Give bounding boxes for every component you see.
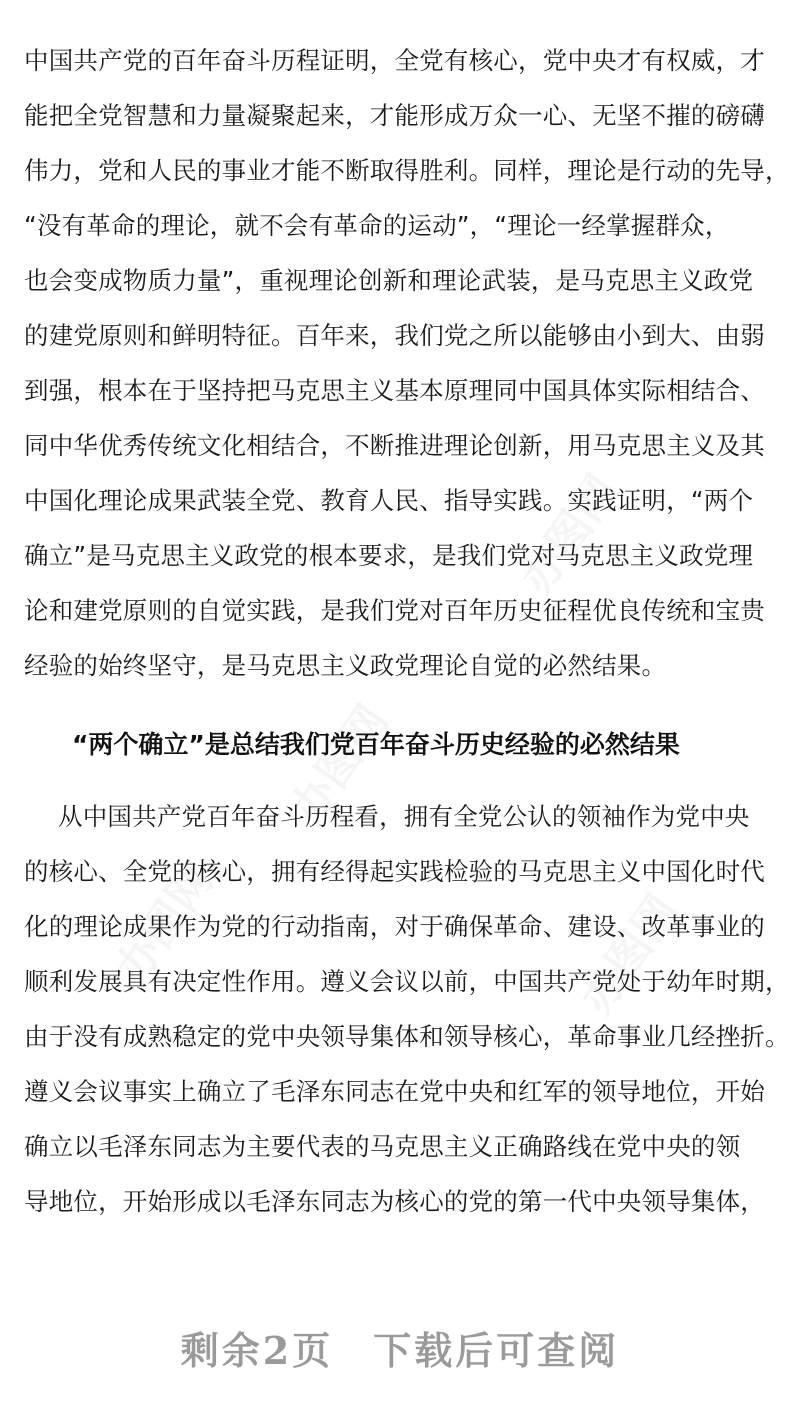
text-line: 化的理论成果作为党的行动指南，对于确保革命、建设、改革事业的 — [24, 912, 765, 941]
text-line: 中国共产党的百年奋斗历程证明，全党有核心，党中央才有权威，才 — [24, 46, 765, 75]
text-line: 遵义会议事实上确立了毛泽东同志在党中央和红军的领导地位，开始 — [24, 1077, 765, 1106]
text-line: 确立”是马克思主义政党的根本要求，是我们党对马克思主义政党理 — [24, 541, 754, 570]
text-line: “没有革命的理论，就不会有革命的运动”，“理论一经掌握群众， — [24, 211, 730, 240]
text-line: 的建党原则和鲜明特征。百年来，我们党之所以能够由小到大、由弱 — [24, 321, 765, 350]
watermark: 办图网 — [570, 885, 689, 1024]
text-line: 中国化理论成果武装全党、教育人民、指导实践。实践证明，“两个 — [24, 486, 754, 515]
text-line: 经验的始终坚守，是马克思主义政党理论自觉的必然结果。 — [24, 651, 667, 680]
text-line: 由于没有成熟稳定的党中央领导集体和领导核心，革命事业几经挫折。 — [24, 1022, 790, 1051]
text-line: 也会变成物质力量”，重视理论创新和理论武装，是马克思主义政党 — [24, 266, 754, 295]
text-line: 到强，根本在于坚持把马克思主义基本原理同中国具体实际相结合、 — [24, 376, 765, 405]
watermark: 办图网 — [510, 465, 629, 604]
text-line: 的核心、全党的核心，拥有经得起实践检验的马克思主义中国化时代 — [24, 857, 765, 886]
text-line: 导地位，开始形成以毛泽东同志为核心的党的第一代中央领导集体， — [24, 1187, 765, 1216]
watermark: 办图网 — [280, 695, 399, 834]
watermark: 办图网 — [105, 855, 224, 994]
text-line: 同中华优秀传统文化相结合，不断推进理论创新，用马克思主义及其 — [24, 431, 765, 460]
download-notice[interactable] — [0, 1320, 800, 1375]
section-heading: “两个确立”是总结我们党百年奋斗历史经验的必然结果 — [72, 730, 680, 759]
text-line: 确立以毛泽东同志为主要代表的马克思主义正确路线在党中央的领 — [24, 1132, 741, 1161]
text-line: 伟力，党和人民的事业才能不断取得胜利。同样，理论是行动的先导， — [24, 156, 790, 185]
text-line: 顺利发展具有决定性作用。遵义会议以前，中国共产党处于幼年时期， — [24, 967, 790, 996]
text-line: 从中国共产党百年奋斗历程看，拥有全党公认的领袖作为党中央 — [58, 802, 750, 831]
text-line: 论和建党原则的自觉实践，是我们党对百年历史征程优良传统和宝贵 — [24, 596, 765, 625]
remaining-pages-label: 剩余2页 — [180, 1328, 334, 1373]
download-hint-label: 下载后可查阅 — [373, 1328, 620, 1373]
text-line: 能把全党智慧和力量凝聚起来，才能形成万众一心、无坚不摧的磅礴 — [24, 101, 765, 130]
